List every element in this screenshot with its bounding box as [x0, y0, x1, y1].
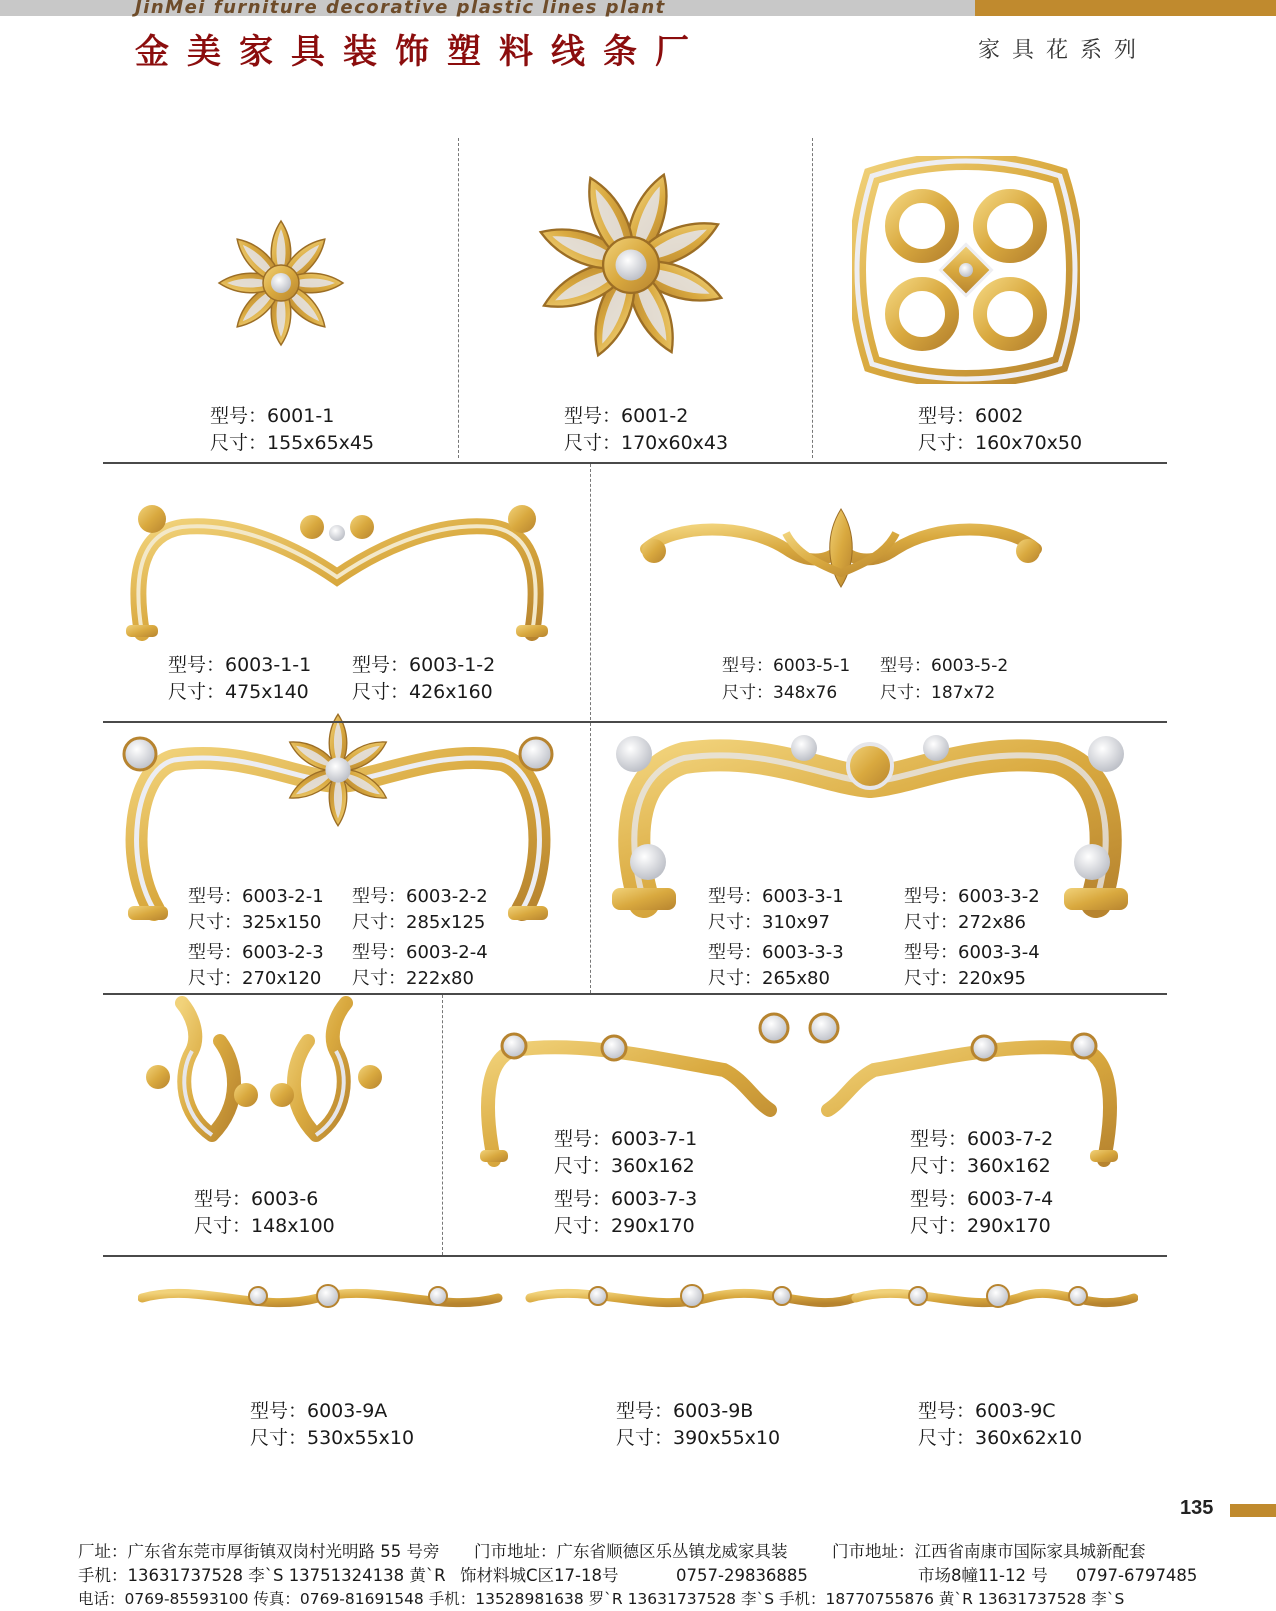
- model-label: 型号：6003-7-4: [910, 1188, 1054, 1210]
- row-divider: [103, 462, 1167, 464]
- lattice-6002-image: [852, 156, 1080, 384]
- size-label: 尺寸：426x160: [352, 681, 493, 703]
- model-label: 型号：6003-7-1: [554, 1128, 698, 1150]
- model-label: 型号：6003-2-1: [188, 886, 324, 907]
- spec-6003-3-1: [708, 884, 844, 936]
- size-label: 尺寸：290x170: [554, 1215, 695, 1237]
- row-divider: [103, 993, 1167, 995]
- spec-6002: [918, 403, 1082, 457]
- footer-shunde-unit: 饰材料城C区17-18号: [460, 1566, 619, 1585]
- model-label: 型号：6001-2: [564, 405, 689, 427]
- model-label: 型号：6003-6: [194, 1188, 319, 1210]
- size-label: 尺寸：222x80: [352, 968, 474, 989]
- model-label: 型号：6003-1-1: [168, 654, 312, 676]
- divider: [442, 995, 443, 1255]
- size-label: 尺寸：220x95: [904, 968, 1026, 989]
- model-label: 型号：6003-7-2: [910, 1128, 1054, 1150]
- size-label: 尺寸：325x150: [188, 912, 322, 933]
- footer-address-factory: 厂址：广东省东莞市厚街镇双岗村光明路 55 号旁: [78, 1542, 440, 1561]
- size-label: 尺寸：155x65x45: [210, 432, 375, 454]
- size-label: 尺寸：475x140: [168, 681, 309, 703]
- spec-6003-9a: [250, 1398, 414, 1452]
- size-label: 尺寸：290x170: [910, 1215, 1051, 1237]
- spec-6003-7-4: [910, 1186, 1053, 1240]
- divider: [458, 138, 459, 458]
- page-number-bar: [1230, 1504, 1276, 1517]
- apron-6003-3-image: [604, 722, 1136, 918]
- model-label: 型号：6003-3-4: [904, 942, 1040, 963]
- size-label: 尺寸：170x60x43: [564, 432, 729, 454]
- spec-6003-1-1: [168, 652, 311, 706]
- model-label: 型号：6003-1-2: [352, 654, 496, 676]
- spec-6003-7-1: [554, 1126, 697, 1180]
- divider: [590, 723, 591, 993]
- apron-6003-1-image: [122, 493, 552, 641]
- model-label: 型号：6003-7-3: [554, 1188, 698, 1210]
- size-label: 尺寸：310x97: [708, 912, 830, 933]
- model-label: 型号：6002: [918, 405, 1024, 427]
- model-label: 型号：6003-3-3: [708, 942, 844, 963]
- footer-nankang-unit: 市场8幢11-12 号: [918, 1566, 1048, 1585]
- model-label: 型号：6003-3-1: [708, 886, 844, 907]
- model-label: 型号：6003-2-4: [352, 942, 488, 963]
- spec-6003-6: [194, 1186, 335, 1240]
- row-divider: [103, 1255, 1167, 1257]
- spec-6003-2-1: [188, 884, 324, 936]
- size-label: 尺寸：360x162: [554, 1155, 695, 1177]
- top-banner: [0, 0, 1276, 16]
- model-label: 型号：6001-1: [210, 405, 335, 427]
- spec-6003-2-3: [188, 940, 324, 992]
- model-label: 型号：6003-2-2: [352, 886, 488, 907]
- page-number: 135: [1180, 1497, 1214, 1519]
- spec-6003-7-2: [910, 1126, 1053, 1180]
- size-label: 尺寸：265x80: [708, 968, 830, 989]
- spec-6003-5-1: [722, 653, 850, 707]
- spec-6003-3-2: [904, 884, 1040, 936]
- model-label: 型号：6003-9C: [918, 1400, 1056, 1422]
- spec-6003-7-3: [554, 1186, 697, 1240]
- size-label: 尺寸：148x100: [194, 1215, 335, 1237]
- size-label: 尺寸：285x125: [352, 912, 486, 933]
- spec-6001-2: [564, 403, 728, 457]
- size-label: 尺寸：360x162: [910, 1155, 1051, 1177]
- size-label: 尺寸：187x72: [880, 683, 996, 703]
- applique-6003-6-image: [142, 995, 386, 1147]
- apron-6003-2-image: [114, 710, 562, 922]
- size-label: 尺寸：530x55x10: [250, 1427, 415, 1449]
- row-divider: [103, 721, 1167, 723]
- spec-6003-2-2: [352, 884, 488, 936]
- size-label: 尺寸：360x62x10: [918, 1427, 1083, 1449]
- scroll-6003-5-image: [636, 503, 1046, 595]
- spec-6003-9b: [616, 1398, 780, 1452]
- footer-nankang-phone: 0797-6797485: [1076, 1566, 1198, 1585]
- model-label: 型号：6003-9B: [616, 1400, 754, 1422]
- spec-6003-3-4: [904, 940, 1040, 992]
- brand-title: 金美家具装饰塑料线条厂: [135, 32, 707, 72]
- english-title: JinMei furniture decorative plastic lines plant: [135, 0, 666, 18]
- footer-address-nankang: 门市地址：江西省南康市国际家具城新配套: [832, 1542, 1146, 1561]
- footer-shunde-phone: 0757-29836885: [676, 1566, 808, 1585]
- spec-6003-1-2: [352, 652, 495, 706]
- model-label: 型号：6003-5-1: [722, 656, 851, 676]
- border-6003-9-image: [138, 1268, 1138, 1328]
- size-label: 尺寸：270x120: [188, 968, 322, 989]
- model-label: 型号：6003-3-2: [904, 886, 1040, 907]
- spec-6003-5-2: [880, 653, 1008, 707]
- footer-address-shunde: 门市地址：广东省顺德区乐丛镇龙威家具装: [474, 1542, 788, 1561]
- size-label: 尺寸：160x70x50: [918, 432, 1083, 454]
- footer-phone-fax: 电话：0769-85593100 传真：0769-81691548 手机：13528981638 罗`R 13631737528 李`S 手机：18770755876 黄`R 13631737528 李`S: [78, 1590, 1125, 1608]
- spec-6001-1: [210, 403, 374, 457]
- footer-mobile: 手机：13631737528 李`S 13751324138 黄`R: [78, 1566, 446, 1585]
- series-title: 家具花系列: [978, 38, 1149, 63]
- rosette-6001-1-image: [198, 200, 364, 366]
- size-label: 尺寸：272x86: [904, 912, 1026, 933]
- spec-6003-3-3: [708, 940, 844, 992]
- divider: [812, 138, 813, 458]
- model-label: 型号：6003-5-2: [880, 656, 1009, 676]
- top-banner-gold: [975, 0, 1276, 16]
- size-label: 尺寸：390x55x10: [616, 1427, 781, 1449]
- model-label: 型号：6003-2-3: [188, 942, 324, 963]
- model-label: 型号：6003-9A: [250, 1400, 388, 1422]
- size-label: 尺寸：348x76: [722, 683, 838, 703]
- spec-6003-9c: [918, 1398, 1082, 1452]
- spec-6003-2-4: [352, 940, 488, 992]
- divider: [590, 464, 591, 720]
- rosette-6001-2-image: [516, 150, 746, 380]
